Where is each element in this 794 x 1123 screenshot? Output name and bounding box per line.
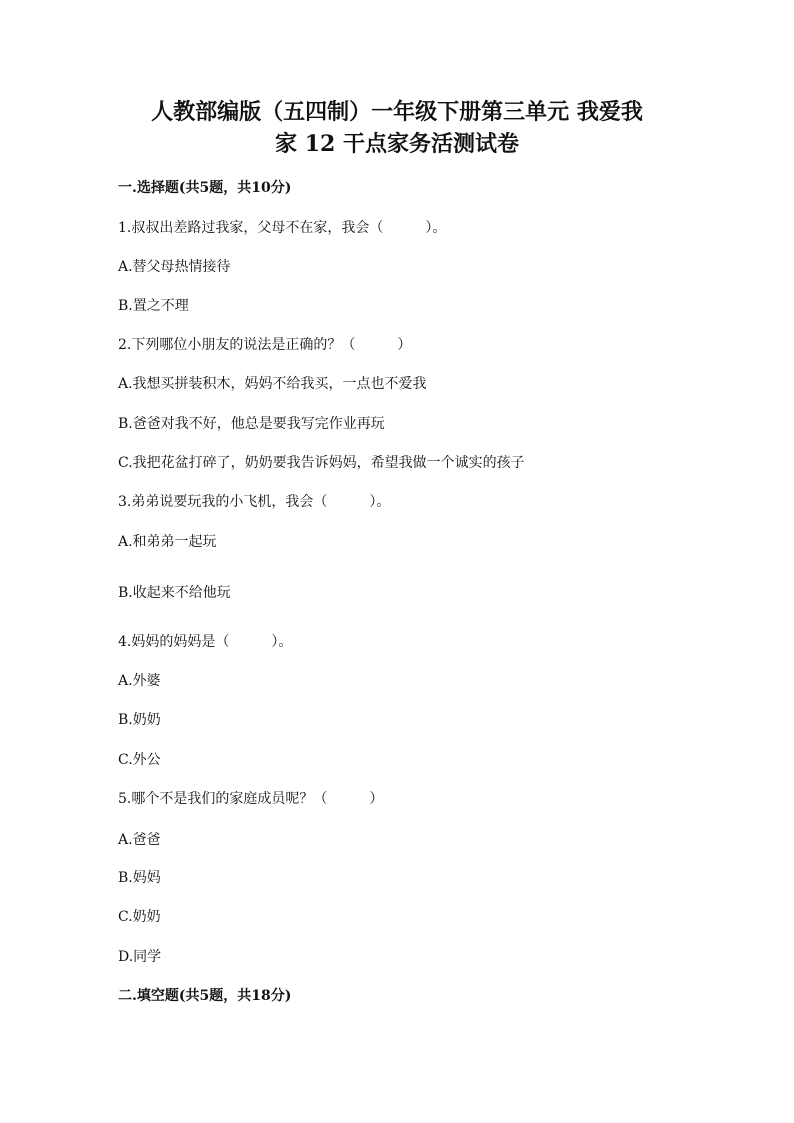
question-5-option-a: A.爸爸 xyxy=(118,832,161,848)
section-heading-fill-blank: 二.填空题(共5题，共18分) xyxy=(118,988,292,1004)
page-title-line-1: 人教部编版（五四制）一年级下册第三单元 我爱我 xyxy=(151,99,643,125)
question-4: 4.妈妈的妈妈是（ ）。 xyxy=(118,634,293,650)
question-1: 1.叔叔出差路过我家，父母不在家，我会（ ）。 xyxy=(118,220,447,236)
question-2-option-c: C.我把花盆打碎了，奶奶要我告诉妈妈，希望我做一个诚实的孩子 xyxy=(118,455,525,471)
question-2-option-b: B.爸爸对我不好，他总是要我写完作业再玩 xyxy=(118,416,385,432)
question-5: 5.哪个不是我们的家庭成员呢？（ ） xyxy=(118,791,384,807)
question-1-option-b: B.置之不理 xyxy=(118,298,189,314)
question-3-option-a: A.和弟弟一起玩 xyxy=(118,534,217,550)
question-3: 3.弟弟说要玩我的小飞机，我会（ ）。 xyxy=(118,494,391,510)
page-title-line-2: 家 12 干点家务活测试卷 xyxy=(275,131,519,157)
section-heading-choice: 一.选择题(共5题，共10分) xyxy=(118,180,292,196)
question-3-option-b: B.收起来不给他玩 xyxy=(118,585,231,601)
question-2: 2.下列哪位小朋友的说法是正确的？（ ） xyxy=(118,337,412,353)
question-2-option-a: A.我想买拼装积木，妈妈不给我买，一点也不爱我 xyxy=(118,376,427,392)
question-4-option-b: B.奶奶 xyxy=(118,712,161,728)
question-4-option-a: A.外婆 xyxy=(118,673,161,689)
question-5-option-d: D.同学 xyxy=(118,949,162,965)
question-4-option-c: C.外公 xyxy=(118,752,161,768)
question-5-option-b: B.妈妈 xyxy=(118,870,161,886)
question-5-option-c: C.奶奶 xyxy=(118,909,161,925)
question-1-option-a: A.替父母热情接待 xyxy=(118,259,231,275)
